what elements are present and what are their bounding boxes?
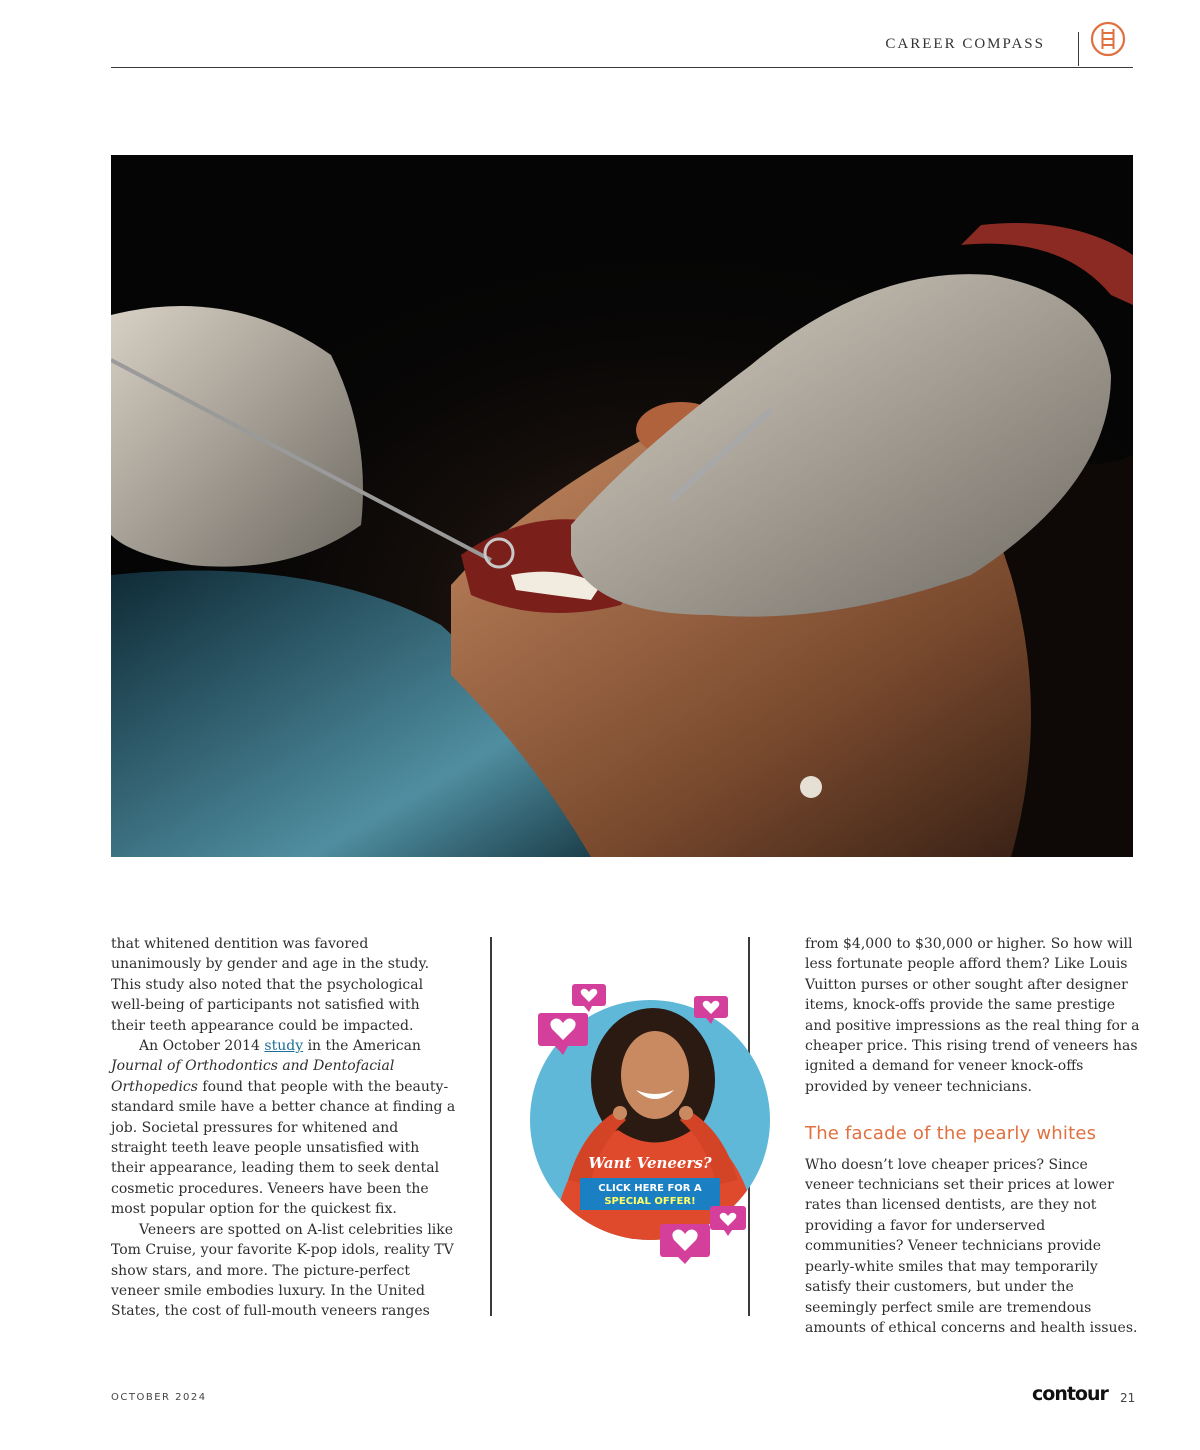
body-column-left bbox=[111, 934, 456, 1322]
study-link[interactable]: study bbox=[264, 1038, 304, 1055]
paragraph: Who doesn’t love cheaper prices? Since veneer technicians set their prices at lower rates than licensed dentists, are they not providing a favor for underserved communities? Veneer technicians provide pearly-white smiles that may temporarily satisfy their customers, but under the seemingly perfect smile are tremendous amounts of ethical concerns and health issues. bbox=[805, 1156, 1138, 1336]
paragraph: Veneers are spotted on A-list celebrities like Tom Cruise, your favorite K-pop idols, reality TV show stars, and more. The picture-perfect veneer smile embodies luxury. In the United States, the cost of full-mouth veneers ranges bbox=[111, 1221, 454, 1320]
veneers-ad[interactable] bbox=[528, 980, 778, 1270]
cta-label: SPECIAL OFFER! bbox=[604, 1196, 696, 1207]
section-subhead: The facade of the pearly whites bbox=[805, 1123, 1097, 1145]
journal-title: Journal of Orthodontics and Dentofacial Orthopedics bbox=[111, 1058, 395, 1095]
heart-icon bbox=[660, 1224, 710, 1264]
page-header bbox=[111, 18, 1133, 68]
heart-icon bbox=[710, 1206, 746, 1236]
page-number: 21 bbox=[1120, 1391, 1136, 1405]
ladder-circle-icon bbox=[1090, 21, 1126, 57]
column-rule bbox=[490, 937, 492, 1316]
issue-date: OCTOBER 2024 bbox=[111, 1392, 207, 1403]
cta-label: CLICK HERE FOR A bbox=[598, 1183, 702, 1194]
paragraph: that whitened dentition was favored unanimously by gender and age in the study. This study also noted that the psychological well-being of participants not satisfied with their teeth appearance could be impacted. bbox=[111, 936, 430, 1034]
header-divider bbox=[1078, 32, 1080, 66]
body-column-right bbox=[805, 934, 1140, 1338]
magazine-logo: contour bbox=[1032, 1383, 1108, 1405]
heart-icon bbox=[572, 984, 606, 1012]
ad-headline: Want Veneers? bbox=[588, 1154, 712, 1172]
text-run: An October 2014 bbox=[139, 1038, 265, 1055]
dental-exam-photo bbox=[111, 155, 1133, 857]
paragraph bbox=[111, 1036, 456, 1220]
text-run: found that people with the beauty-standard smile have a better chance at finding a job. Societal pressures for whitened and straight teeth leave people unsatisfied with their appearance, leading them to seek dental cosmetic procedures. Veneers have been the most popular option for the quickest fix. bbox=[111, 1078, 456, 1218]
section-title: CAREER COMPASS bbox=[885, 36, 1045, 52]
paragraph: from $4,000 to $30,000 or higher. So how will less fortunate people afford them? Like Louis Vuitton purses or other sought after designer items, knock-offs provide the same prestige and positive impressions as the real thing for a cheaper price. This rising trend of veneers has ignited a demand for veneer knock-offs provided by veneer technicians. bbox=[805, 936, 1140, 1095]
text-run: in the American bbox=[303, 1038, 421, 1055]
